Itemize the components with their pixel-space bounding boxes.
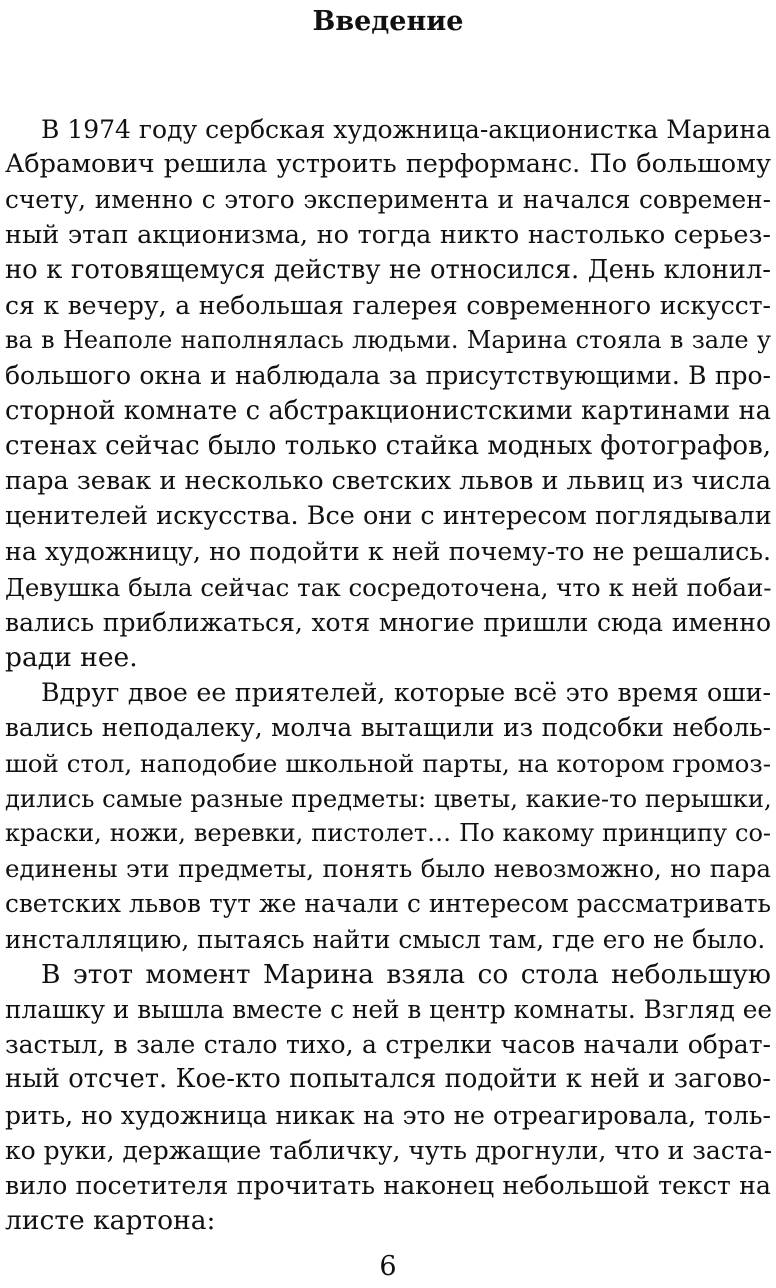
text-line: Вдруг двое ее приятелей, которые всё это время оши- [41, 678, 771, 708]
text-line: единены эти предметы, понять было невозможно, но пара [5, 854, 771, 884]
text-line: ся к вечеру, а небольшая галерея современного искусст- [5, 291, 771, 320]
text-line: ценителей искусства. Все они с интересом поглядывали [5, 501, 772, 532]
text-line: ный этап акционизма, но тогда никто настолько серьез- [5, 219, 771, 250]
text-line: ради нее. [5, 642, 138, 673]
text-line: пара зевак и несколько светских львов и львиц из числа [5, 466, 772, 496]
text-line: В 1974 году сербская художница-акционистка Марина [41, 115, 771, 144]
text-line: на художницу, но подойти к ней почему-то не решались. [5, 537, 771, 567]
text-line: ва в Неаполе наполнялась людьми. Марина стояла в зале у [5, 326, 771, 355]
page-title: Введение [312, 6, 464, 37]
text-line: вило посетителя прочитать наконец небольшой текст на [5, 1171, 771, 1200]
text-line: застыл, в зале стало тихо, а стрелки часов начали обрат- [5, 1030, 771, 1060]
text-line: рить, но художница никак на это не отреагировала, толь- [5, 1100, 771, 1130]
text-line: сторной комнате с абстракционистскими картинами на [5, 395, 771, 426]
text-line: плашку и вышла вместе с ней в центр комнаты. Взгляд ее [5, 995, 773, 1024]
page-number: 6 [379, 1251, 397, 1283]
text-line: инсталляцию, пытаясь найти смысл там, где его не было. [5, 924, 766, 954]
text-line: Абрамович решила устроить перформанс. По большому [5, 149, 771, 180]
text-line: дились самые разные предметы: цветы, какие-то перышки, [5, 783, 772, 813]
text-line: вались приближаться, хотя многие пришли сюда именно [5, 607, 771, 637]
text-line: стенах сейчас было только стайка модных фотографов, [5, 430, 771, 461]
text-line: краски, ножи, веревки, пистолет… По какому принципу со- [5, 819, 771, 847]
text-line: но к готовящемуся действу не относился. День клонил- [5, 254, 771, 285]
text-line: светских львов тут же начали с интересом рассматривать [5, 889, 771, 919]
text-line: счету, именно с этого эксперимента и начался современ- [5, 185, 771, 215]
text-line: ный отсчет. Кое-кто попытался подойти к ней и загово- [5, 1064, 771, 1095]
text-line: листе картона: [5, 1205, 216, 1237]
text-line: В этот момент Марина взяла со стола небольшую [41, 958, 771, 990]
text-line: ко руки, держащие табличку, чуть дрогнули, что и заста- [5, 1135, 773, 1165]
text-line: шой стол, наподобие школьной парты, на котором громоз- [5, 748, 771, 778]
text-line: вались неподалеку, молча вытащили из подсобки неболь- [5, 713, 771, 743]
text-line: Девушка была сейчас так сосредоточена, что к ней побаи- [5, 572, 772, 602]
text-line: большого окна и наблюдала за присутствующими. В про- [5, 361, 771, 391]
